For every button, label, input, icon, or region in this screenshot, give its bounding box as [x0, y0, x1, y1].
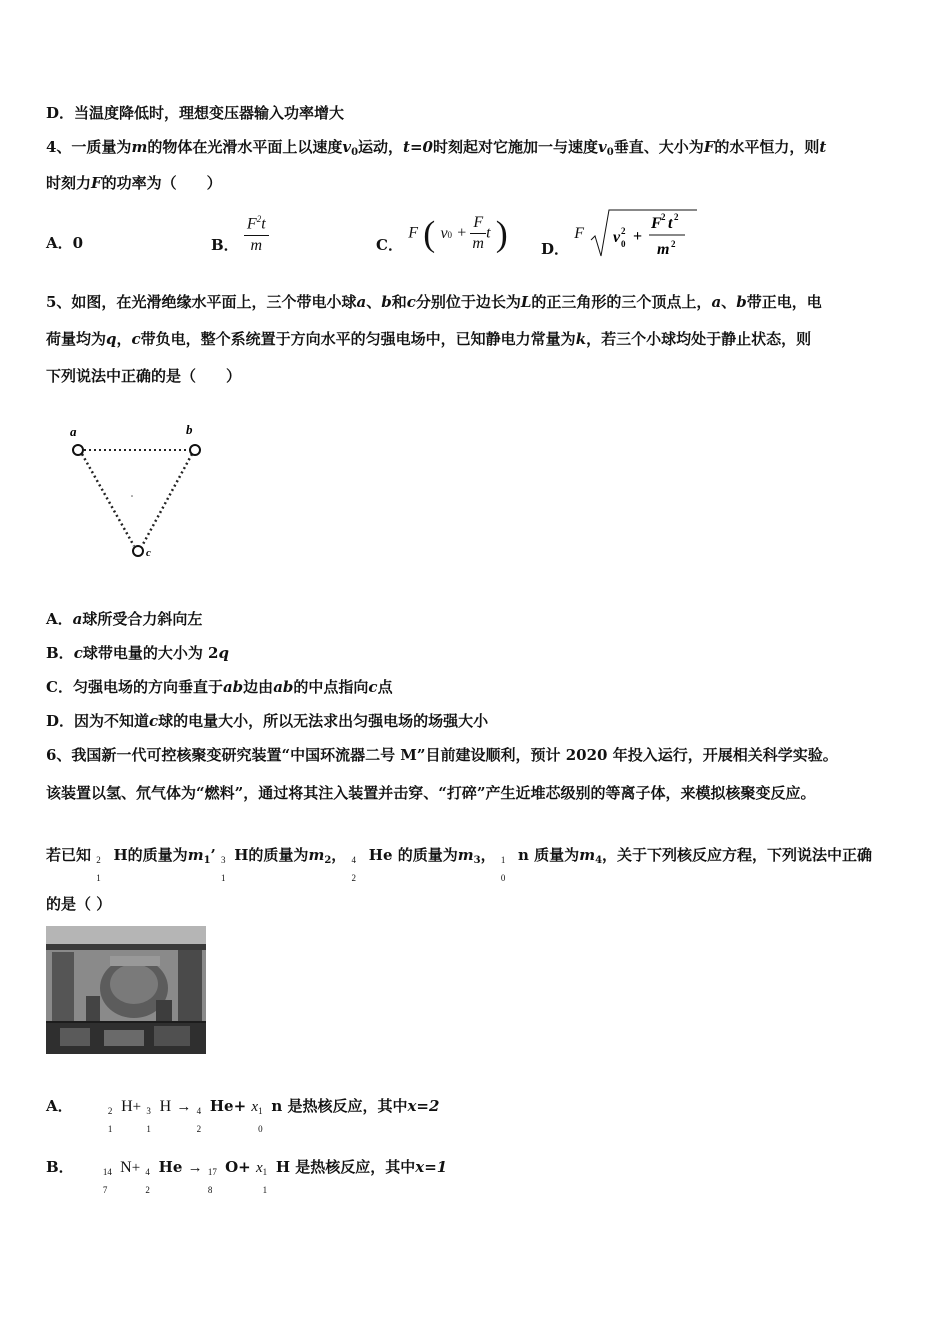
q3-option-d: D．当温度降低时，理想变压器输入功率增大 — [46, 104, 345, 122]
edge-bc — [142, 454, 192, 546]
q5-option-d: D．因为不知道c球的电量大小，所以无法求出匀强电场的场强大小 — [46, 712, 489, 730]
svg-text:+: + — [633, 228, 643, 245]
svg-text:v: v — [613, 229, 621, 246]
label-a: a — [70, 424, 77, 439]
label-b: b — [186, 422, 193, 437]
fusion-device-photo — [46, 926, 206, 1054]
q4-option-b: B． $\frac{F^2t}{m}$ — [211, 214, 269, 255]
svg-text:2: 2 — [671, 239, 676, 249]
sqrt-formula — [589, 206, 699, 262]
svg-text:2: 2 — [621, 226, 626, 236]
ball-b — [190, 445, 200, 455]
q4-option-c: C． F ( v0 + $\frac{F}{m}$ t ) — [376, 213, 508, 254]
edge-ac — [82, 454, 134, 546]
q6-option-a: A． 2 1 H+ 3 1 H → 4 2 He+ x 1 0 n 是热核反应，其中x=2 — [46, 1097, 440, 1134]
q5-stem-line2: 荷量均为q，c带负电，整个系统置于方向水平的匀强电场中，已知静电力常量为k，若三个小球均处于静止状态，则 — [46, 330, 812, 348]
svg-text:t: t — [668, 215, 673, 232]
ball-c — [133, 546, 143, 556]
label-c: c — [146, 547, 151, 559]
svg-text:m: m — [657, 241, 670, 258]
ball-a — [73, 445, 83, 455]
svg-text:F: F — [651, 215, 662, 232]
q5-stem-line1: 5、如图，在光滑绝缘水平面上，三个带电小球a、b和c分别位于边长为L的正三角形的三个顶点上，a、b带正电，电 — [46, 293, 822, 311]
q4-stem-line1: 4、一质量为m的物体在光滑水平面上以速度$v_0$运动，t=0时刻起对它施加一与速度$v_0$垂直、大小为F的水平恒力，则t — [46, 138, 827, 158]
q4-stem-line2: 时刻力F的功率为（ ） — [46, 174, 222, 192]
q5-option-b: B．c球带电量的大小为 2q — [46, 644, 229, 662]
q6-stem-line4: 的是（ ） — [46, 895, 112, 913]
q4-option-a: A．0 — [46, 234, 84, 252]
q5-option-a: A．a球所受合力斜向左 — [46, 610, 203, 628]
svg-text:2: 2 — [674, 212, 679, 222]
q5-option-c: C．匀强电场的方向垂直于ab边由ab的中点指向c点 — [46, 678, 393, 696]
formula-b: $\frac{F^2t}{m}$ — [244, 214, 269, 254]
q6-option-b: B． 14 7 N+ 4 2 He → 17 8 O+ x 1 1 H 是热核反应，其中x=1 — [46, 1158, 448, 1195]
q5-stem-line3: 下列说法中正确的是（ ） — [46, 367, 242, 385]
q6-stem-line1: 6、我国新一代可控核聚变研究装置“中国环流器二号 M”目前建设顺利，预计 2020 年投入运行，开展相关科学实验。 — [46, 746, 838, 764]
q6-stem-line2: 该装置以氢、氘气体为“燃料”，通过将其注入装置并击穿、“打碎”产生近堆芯级别的等离子体，来模拟核聚变反应。 — [46, 784, 816, 802]
triangle-figure — [62, 420, 222, 570]
svg-text:0: 0 — [621, 239, 626, 249]
q6-stem-line3: 若已知 2 1 H的质量为$m_1$’ 3 1 H的质量为$m_2$， 4 2 He 的质量为$m_3$， 1 0 n 质量为$m_4$，关于下列核反应方程，下列说法中正确 — [46, 846, 873, 883]
svg-text:2: 2 — [661, 212, 666, 222]
q4-option-d: D． F v 2 0 + F 2 t 2 m 2 — [541, 206, 699, 262]
